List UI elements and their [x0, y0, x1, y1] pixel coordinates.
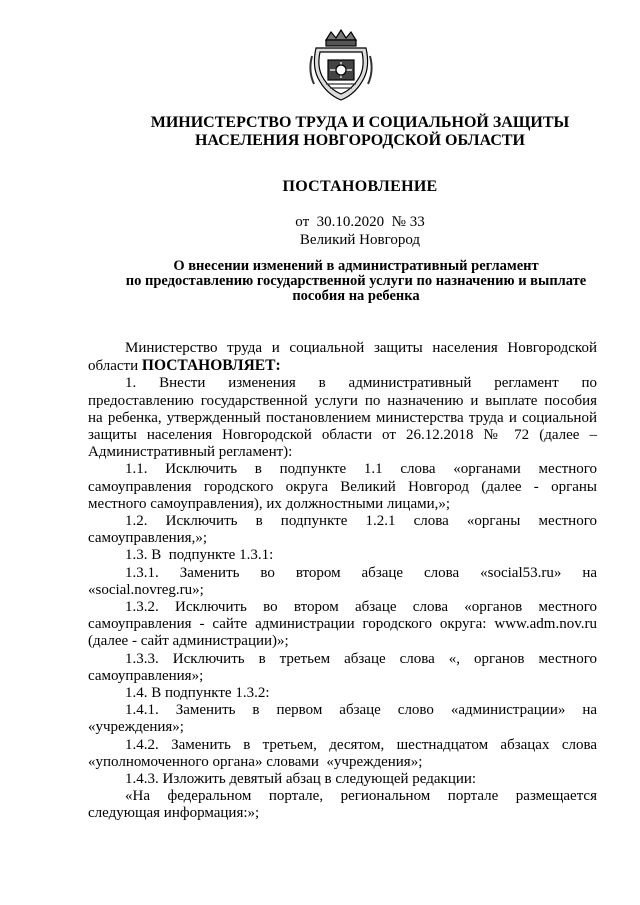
intro-line-2 [88, 357, 597, 375]
item-1-3-1-line-2: «social.novreg.ru»; [88, 581, 204, 598]
intro-region: области [88, 358, 142, 375]
item-1-4-2-line-2: «уполномоченного органа» словами «учреждения»; [88, 753, 423, 770]
document-type-title: ПОСТАНОВЛЕНИЕ [282, 178, 438, 195]
item-1-3: 1.3. В подпункте 1.3.1: [125, 547, 274, 564]
quote-line-2: следующая информация:»; [88, 805, 260, 822]
item-1-2-line-2: самоуправления,»; [88, 530, 208, 547]
resolves-keyword: ПОСТАНОВЛЯЕТ: [141, 357, 281, 375]
item-1-1-line-3: местного самоуправления), их должностными лицами,»; [88, 495, 451, 512]
item-1-line-4: защиты населения Новгородской области от 26.12.2018 № 72 (далее – [88, 427, 597, 444]
document-city: Великий Новгород [299, 232, 421, 248]
item-1-4-1-line-1: 1.4.1. Заменить в первом абзаце слово «администрации» на [125, 702, 597, 719]
item-1-1-line-2: самоуправления городского округа Великий Новгород (далее - органы [88, 478, 597, 495]
item-1-4-1-line-2: «учреждения»; [88, 719, 184, 736]
item-1-3-2-line-3: (далее - сайт администрации)»; [88, 633, 289, 650]
item-1-line-2: предоставлению государственной услуги по назначению и выплате пособия [88, 392, 597, 409]
document-date-number: от 30.10.2020 № 33 [295, 214, 425, 230]
item-1-3-3-line-2: самоуправления»; [88, 667, 204, 684]
item-1-4-2-line-1: 1.4.2. Заменить в третьем, десятом, шестнадцатом абзацах слова [125, 736, 597, 753]
item-1-1-line-1: 1.1. Исключить в подпункте 1.1 слова «органами местного [125, 461, 597, 478]
document-body [88, 340, 597, 823]
subject-line-1: О внесении изменений в административный регламент [173, 258, 539, 274]
item-1-3-2-line-2: самоуправления - сайте администрации городского округа: www.adm.nov.ru [88, 616, 597, 633]
item-1-2-line-1: 1.2. Исключить в подпункте 1.2.1 слова «органы местного [125, 513, 597, 530]
item-1-3-3-line-1: 1.3.3. Исключить в третьем абзаце слова «, органов местного [125, 650, 597, 667]
item-1-line-3: на ребенка, утвержденный постановлением министерства труда и социальной [88, 409, 597, 426]
item-1-4-3: 1.4.3. Изложить девятый абзац в следующей редакции: [125, 771, 477, 788]
item-1-4: 1.4. В подпункте 1.3.2: [125, 685, 270, 702]
intro-line-1: Министерство труда и социальной защиты населения Новгородской [125, 340, 597, 356]
item-1-line-1: 1. Внести изменения в административный регламент по [125, 375, 597, 392]
ministry-name-line-1: МИНИСТЕРСТВО ТРУДА И СОЦИАЛЬНОЙ ЗАЩИТЫ [150, 114, 570, 131]
item-1-line-5: Административный регламент): [88, 444, 293, 461]
coat-of-arms-emblem [306, 26, 376, 106]
subject-line-3: пособия на ребенка [292, 288, 420, 304]
item-1-3-2-line-1: 1.3.2. Исключить во втором абзаце слова «органов местного [125, 599, 597, 616]
item-1-3-1-line-1: 1.3.1. Заменить во втором абзаце слова «social53.ru» на [125, 564, 597, 581]
quote-line-1: «На федеральном портале, региональном портале размещается [125, 788, 597, 805]
subject-line-2: по предоставлению государственной услуги по назначению и выплате [125, 273, 587, 289]
ministry-name-line-2: НАСЕЛЕНИЯ НОВГОРОДСКОЙ ОБЛАСТИ [194, 132, 525, 149]
